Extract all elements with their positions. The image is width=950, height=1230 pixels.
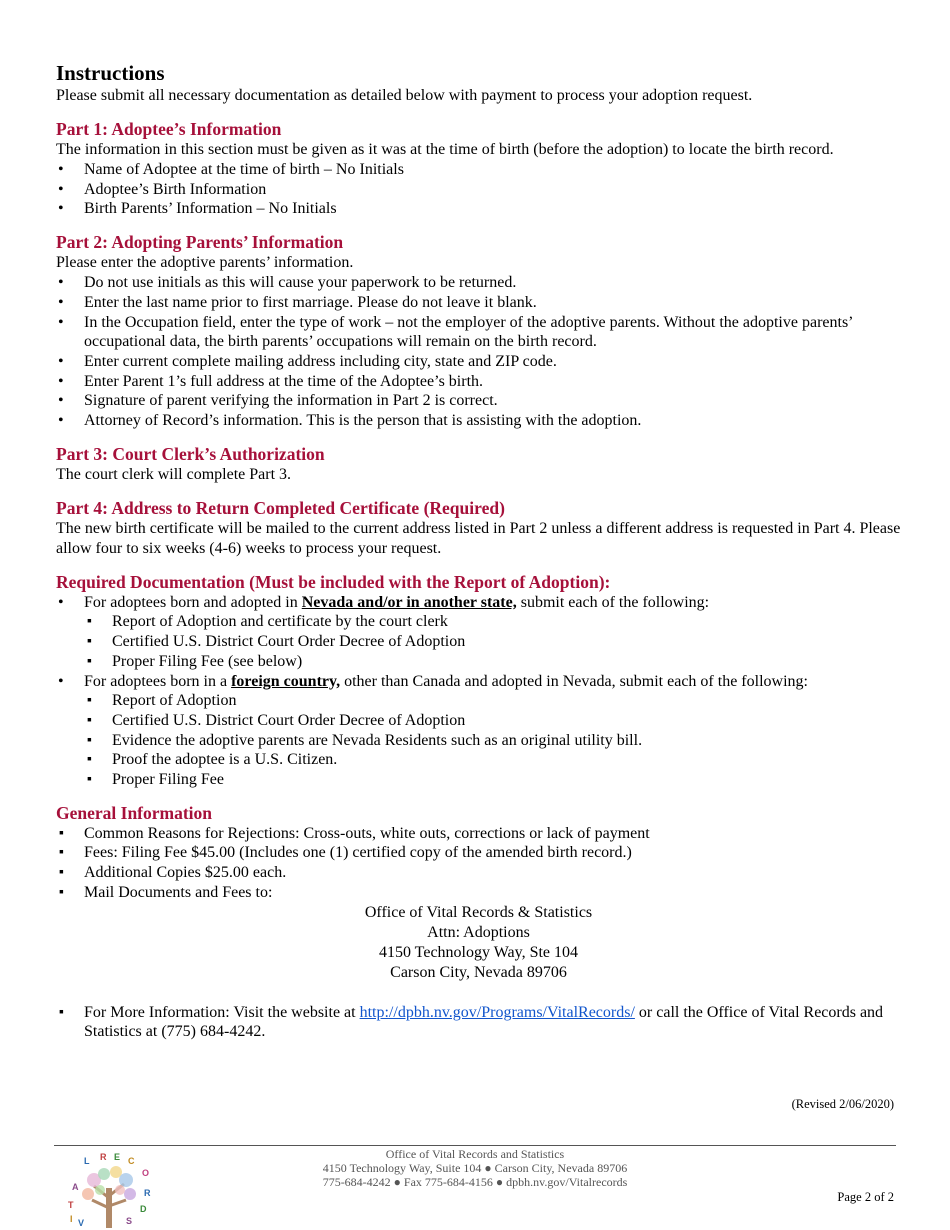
more-info-list [56, 1003, 901, 1042]
list-item: ▪ Proof the adoptee is a U.S. Citizen. [56, 750, 901, 770]
svg-text:V: V [78, 1218, 85, 1228]
svg-text:C: C [128, 1156, 135, 1166]
list-item: • Signature of parent verifying the information in Part 2 is correct. [56, 391, 901, 411]
svg-text:E: E [114, 1152, 121, 1162]
vital-records-link[interactable]: http://dpbh.nv.gov/Programs/VitalRecords/ [359, 1003, 635, 1021]
list-item: • Enter Parent 1’s full address at the time of the Adoptee’s birth. [56, 372, 901, 392]
list-item: ▪ Proper Filing Fee (see below) [56, 652, 901, 672]
list-item: ▪ Evidence the adoptive parents are Nevada Residents such as an original utility bill. [56, 731, 901, 751]
svg-text:O: O [142, 1168, 150, 1178]
footer-contact: 775-684-4242 ● Fax 775-684-4156 ● dpbh.nv.gov/Vitalrecords [322, 1175, 628, 1189]
page-number: Page 2 of 2 [837, 1190, 894, 1204]
foreign-emphasis: foreign country, [231, 672, 341, 690]
required-docs-list [56, 593, 901, 613]
part2-heading: Part 2: Adopting Parents’ Information [56, 232, 344, 253]
foreign-suffix: other than Canada and adopted in Nevada, submit each of the following: [340, 672, 808, 690]
address-line: Carson City, Nevada 89706 [390, 963, 567, 981]
list-item: • Name of Adoptee at the time of birth – No Initials [56, 160, 901, 180]
list-item: ▪ Certified U.S. District Court Order Decree of Adoption [56, 711, 901, 731]
list-item: ▪ Certified U.S. District Court Order Decree of Adoption [56, 632, 901, 652]
list-item: ▪ Proper Filing Fee [56, 770, 901, 790]
foreign-prefix: For adoptees born in a [84, 672, 232, 690]
general-info-list [56, 824, 901, 903]
more-info-prefix: For More Information: Visit the website at [84, 1003, 360, 1021]
domestic-prefix: For adoptees born and adopted in [84, 593, 302, 611]
svg-text:L: L [84, 1156, 90, 1166]
list-item: ▪ Report of Adoption [56, 691, 901, 711]
svg-text:A: A [72, 1182, 79, 1192]
list-item: • Birth Parents’ Information – No Initials [56, 199, 901, 219]
foreign-sublist [56, 691, 901, 790]
list-item: • Adoptee’s Birth Information [56, 180, 901, 200]
list-item: ▪ Fees: Filing Fee $45.00 (Includes one (1) certified copy of the amended birth record.) [56, 843, 901, 863]
intro-text: Please submit all necessary documentation as detailed below with payment to process your adoption request. [56, 87, 753, 104]
general-info-heading: General Information [56, 802, 213, 823]
address-line: Office of Vital Records & Statistics [364, 903, 593, 921]
part2-list [56, 273, 901, 431]
footer-divider [54, 1145, 896, 1146]
list-item: • Enter the last name prior to first marriage. Please do not leave it blank. [56, 293, 901, 313]
domestic-suffix: submit each of the following: [516, 593, 710, 611]
list-item: • Enter current complete mailing address including city, state and ZIP code. [56, 352, 901, 372]
list-item: ▪ Report of Adoption and certificate by the court clerk [56, 612, 901, 632]
svg-text:R: R [100, 1152, 107, 1162]
document-body [56, 60, 901, 1042]
footer [0, 1147, 950, 1189]
required-docs-heading: Required Documentation (Must be included with the Report of Adoption): [56, 571, 611, 592]
list-item-foreign [56, 672, 901, 692]
more-info-item [56, 1003, 901, 1042]
part3-heading: Part 3: Court Clerk’s Authorization [56, 443, 325, 464]
list-item: ▪ Mail Documents and Fees to: [56, 883, 901, 903]
page-title: Instructions [56, 61, 165, 85]
list-item-domestic [56, 593, 901, 613]
footer-office: Office of Vital Records and Statistics [385, 1147, 565, 1161]
required-docs-list-foreign [56, 672, 901, 692]
svg-text:T: T [68, 1200, 74, 1210]
address-line: 4150 Technology Way, Ste 104 [378, 943, 579, 961]
part2-text: Please enter the adoptive parents’ information. [56, 254, 354, 272]
list-item: ▪ Additional Copies $25.00 each. [56, 863, 901, 883]
revised-date: (Revised 2/06/2020) [791, 1097, 894, 1111]
mailing-address [56, 903, 901, 983]
svg-text:D: D [140, 1204, 147, 1214]
more-info-suffix: or call the Office of Vital Records and Statistics at (775) 684-4242. [84, 1003, 884, 1041]
domestic-emphasis: Nevada and/or in another state, [301, 593, 517, 611]
part1-list [56, 160, 901, 219]
domestic-sublist [56, 612, 901, 671]
part1-text: The information in this section must be given as it was at the time of birth (before the adoption) to locate the birth record. [56, 141, 834, 158]
address-line: Attn: Adoptions [427, 923, 530, 941]
part4-text: The new birth certificate will be mailed to the current address listed in Part 2 unless a different address is requested in Part 4. Please allow four to six weeks (4-6) weeks to process your request. [56, 519, 901, 557]
part4-heading: Part 4: Address to Return Completed Certificate (Required) [56, 497, 505, 518]
svg-text:R: R [144, 1188, 151, 1198]
part1-heading: Part 1: Adoptee’s Information [56, 119, 282, 139]
part3-text: The court clerk will complete Part 3. [56, 465, 292, 483]
list-item: • Do not use initials as this will cause your paperwork to be returned. [56, 273, 901, 293]
svg-text:S: S [126, 1216, 133, 1226]
list-item: • In the Occupation field, enter the type of work – not the employer of the adoptive parents. Without the adoptive parents’ occupational data, the birth parents’ occupations will remain on the birth record. [56, 313, 901, 352]
footer-address: 4150 Technology Way, Suite 104 ● Carson City, Nevada 89706 [322, 1161, 628, 1175]
list-item: • Attorney of Record’s information. This is the person that is assisting with the adoption. [56, 411, 901, 431]
list-item: ▪ Common Reasons for Rejections: Cross-outs, white outs, corrections or lack of payment [56, 824, 901, 844]
svg-text:I: I [70, 1214, 73, 1224]
